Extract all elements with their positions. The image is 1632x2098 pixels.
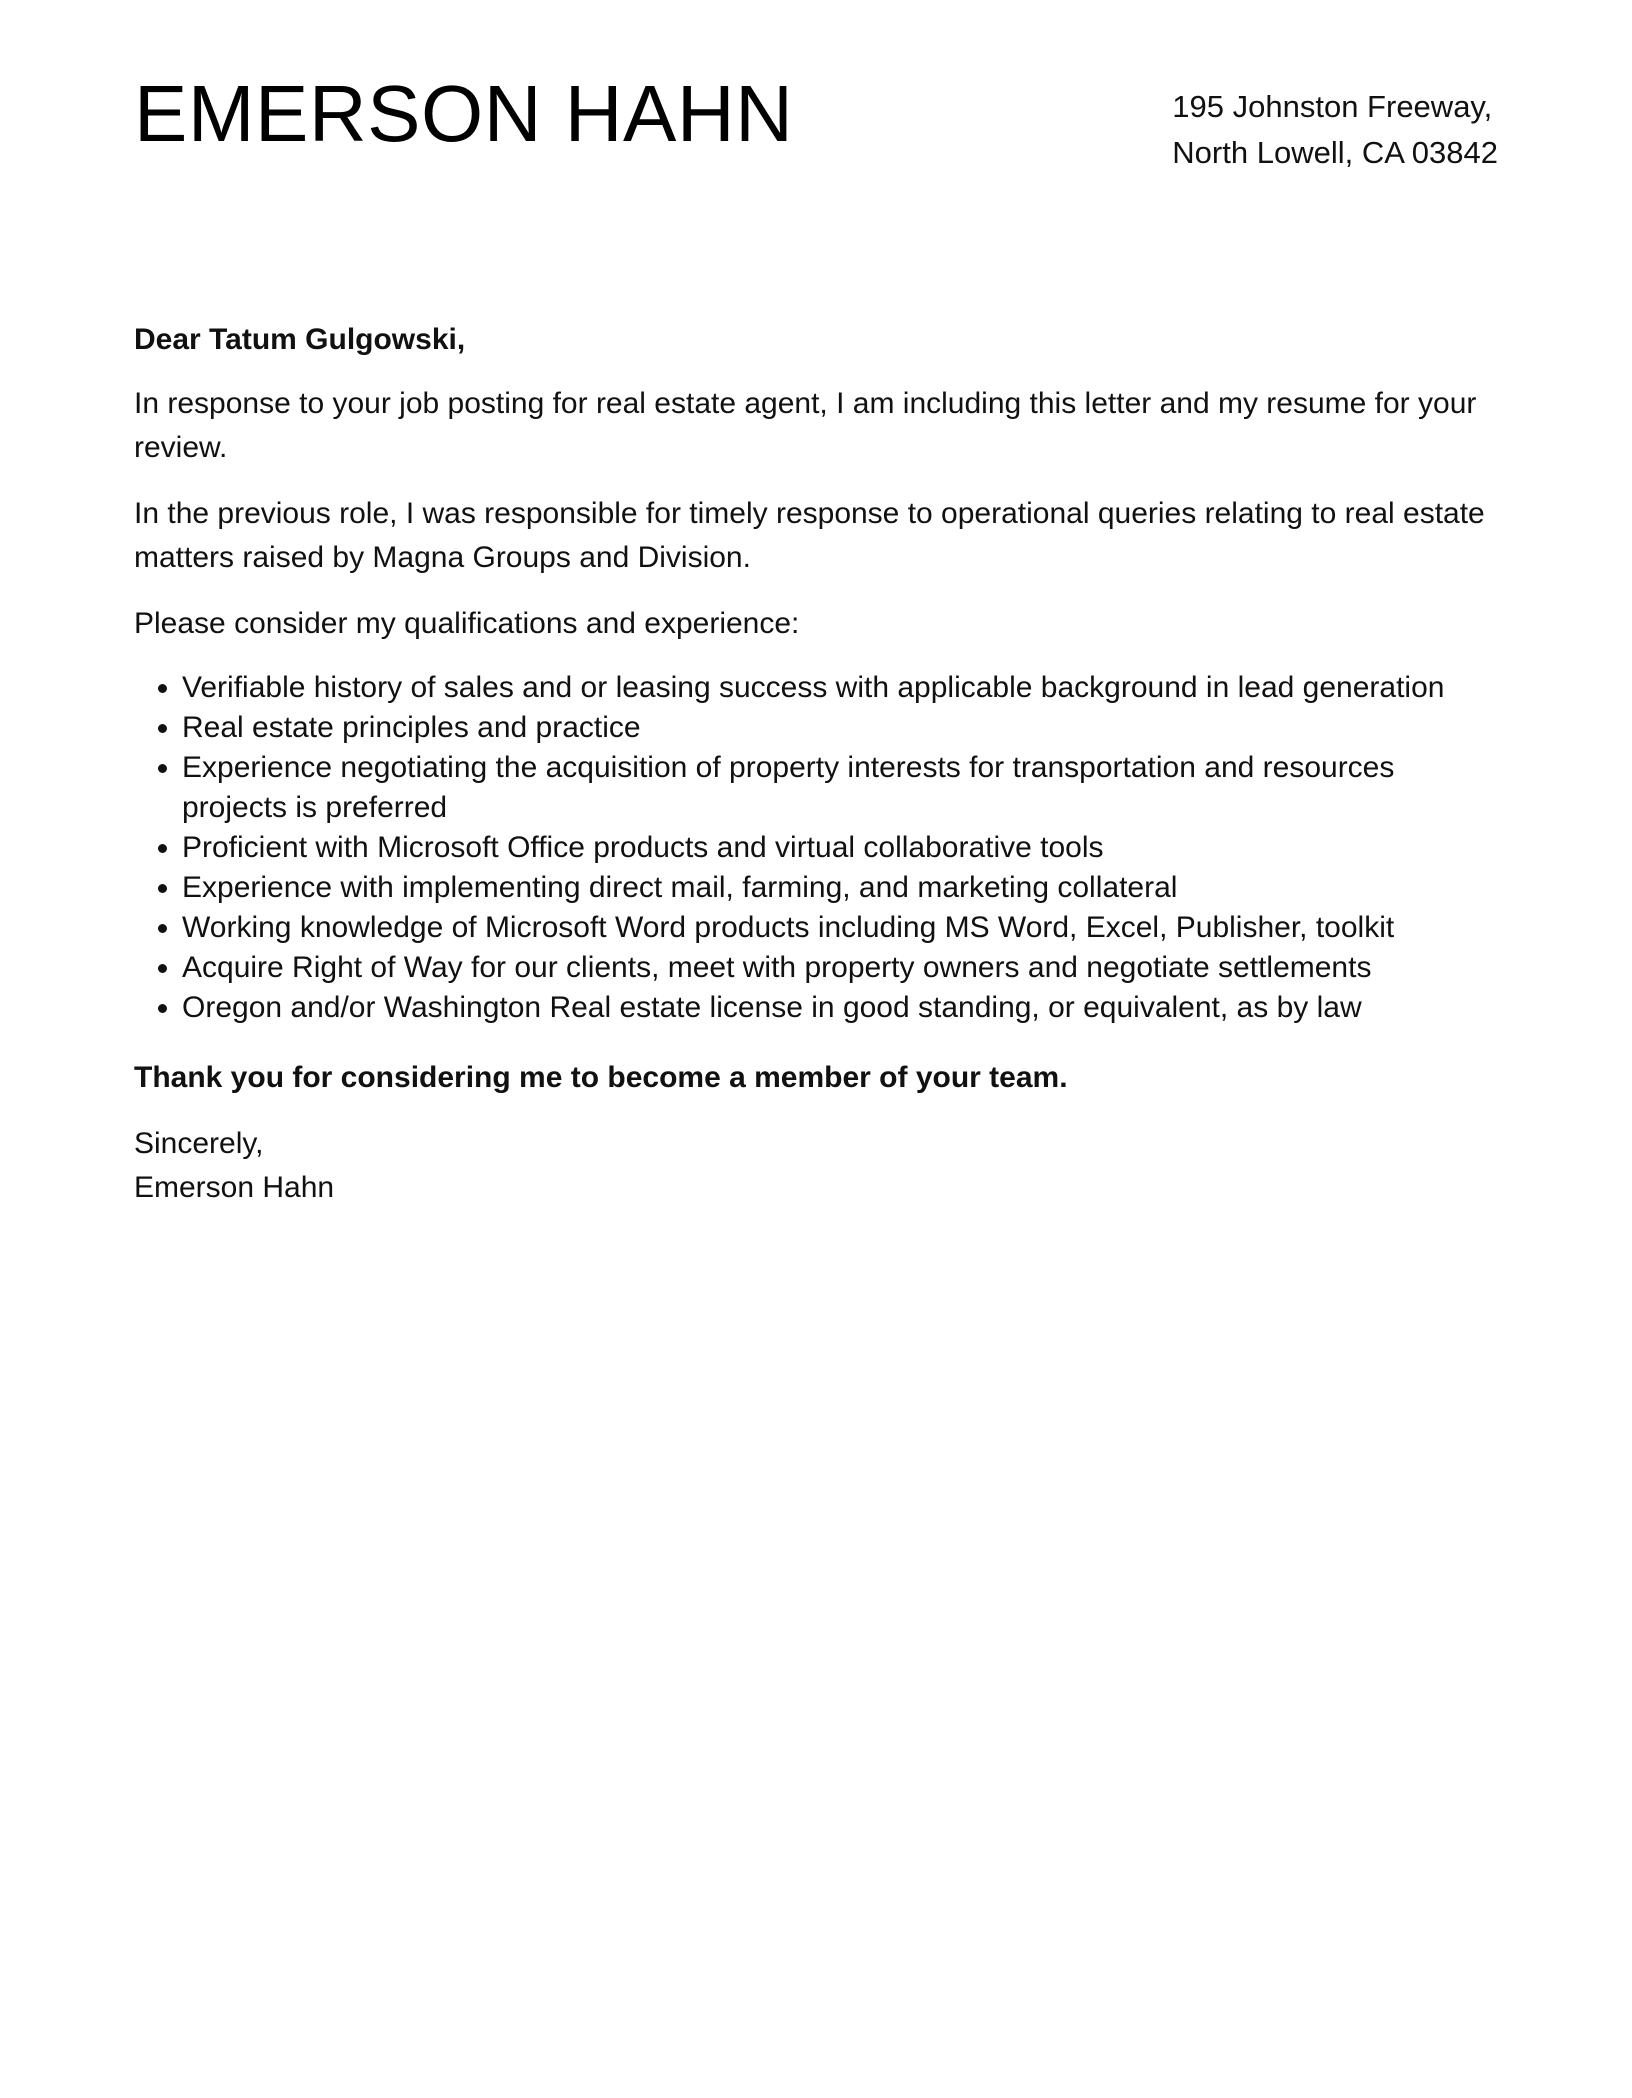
applicant-address [1172, 84, 1498, 176]
address-line-2: North Lowell, CA 03842 [1172, 135, 1498, 170]
list-item: • Real estate principles and practice [182, 708, 1498, 748]
list-item: • Working knowledge of Microsoft Word products including MS Word, Excel, Publisher, toolkit [182, 908, 1498, 948]
list-item: • Oregon and/or Washington Real estate license in good standing, or equivalent, as by law [182, 988, 1498, 1028]
list-item: • Acquire Right of Way for our clients, meet with property owners and negotiate settlements [182, 948, 1498, 988]
intro-paragraph: In response to your job posting for real estate agent, I am including this letter and my resume for your review. [134, 387, 1477, 464]
letter-body [134, 318, 1498, 1210]
address-line-1: 195 Johnston Freeway, [1172, 89, 1493, 124]
signoff: Sincerely, [134, 1127, 264, 1160]
list-item: • Experience with implementing direct mail, farming, and marketing collateral [182, 868, 1498, 908]
letter-header [134, 0, 1498, 176]
experience-paragraph: In the previous role, I was responsible for timely response to operational queries relating to real estate matters raised by Magna Groups and Division. [134, 497, 1485, 574]
list-item: • Verifiable history of sales and or leasing success with applicable background in lead generation [182, 668, 1498, 708]
signoff-block [134, 1122, 1498, 1210]
closing-line: Thank you for considering me to become a member of your team. [134, 1061, 1068, 1094]
qualifications-list [134, 668, 1498, 1028]
list-item: • Experience negotiating the acquisition of property interests for transportation and resources projects is preferred [182, 748, 1498, 828]
signature-name: Emerson Hahn [134, 1171, 335, 1204]
list-item: • Proficient with Microsoft Office products and virtual collaborative tools [182, 828, 1498, 868]
applicant-name: EMERSON HAHN [134, 69, 794, 158]
qualifications-intro: Please consider my qualifications and experience: [134, 607, 800, 640]
salutation: Dear Tatum Gulgowski, [134, 323, 466, 356]
